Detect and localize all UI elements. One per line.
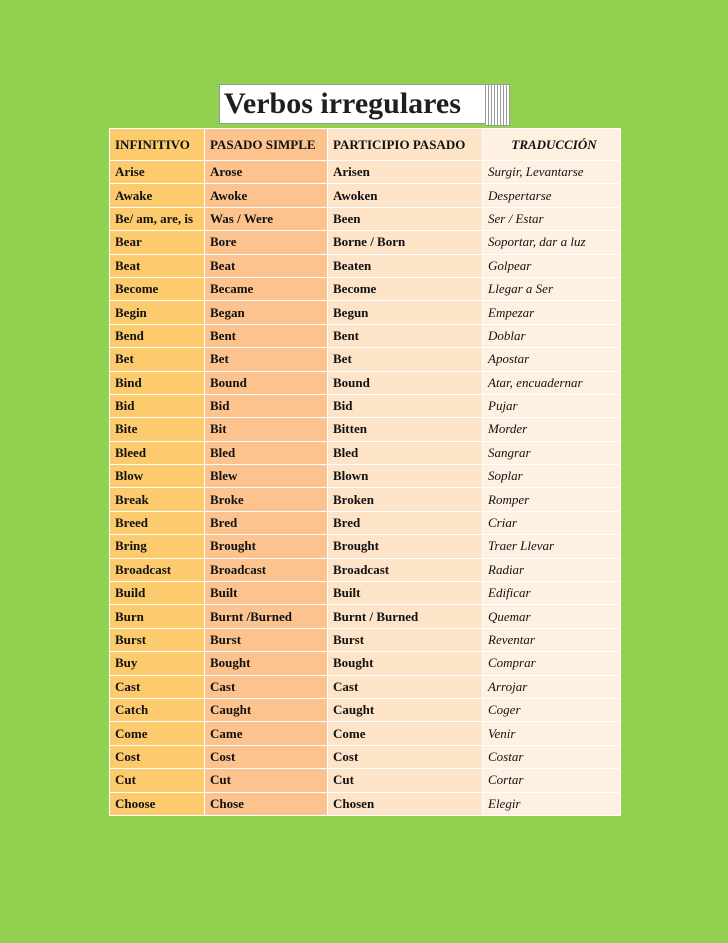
- cell-traduccion: Soplar: [483, 465, 621, 488]
- cell-participio-pasado: Bled: [328, 441, 483, 464]
- cell-participio-pasado: Been: [328, 207, 483, 230]
- table-row: [110, 628, 621, 651]
- cell-pasado-simple: Arose: [205, 161, 328, 184]
- cell-participio-pasado: Brought: [328, 535, 483, 558]
- cell-pasado-simple: Was / Were: [205, 207, 328, 230]
- cell-pasado-simple: Bid: [205, 394, 328, 417]
- cell-participio-pasado: Beaten: [328, 254, 483, 277]
- table-row: [110, 277, 621, 300]
- cell-participio-pasado: Built: [328, 582, 483, 605]
- table-row: [110, 652, 621, 675]
- cell-infinitivo: Buy: [110, 652, 205, 675]
- cell-traduccion: Surgir, Levantarse: [483, 161, 621, 184]
- cell-infinitivo: Blow: [110, 465, 205, 488]
- cell-traduccion: Empezar: [483, 301, 621, 324]
- cell-infinitivo: Break: [110, 488, 205, 511]
- cell-infinitivo: Bear: [110, 231, 205, 254]
- cell-pasado-simple: Bred: [205, 511, 328, 534]
- cell-participio-pasado: Caught: [328, 698, 483, 721]
- cell-participio-pasado: Broadcast: [328, 558, 483, 581]
- cell-infinitivo: Burst: [110, 628, 205, 651]
- cell-pasado-simple: Began: [205, 301, 328, 324]
- title-decoration: [486, 84, 510, 126]
- cell-pasado-simple: Caught: [205, 698, 328, 721]
- cell-infinitivo: Catch: [110, 698, 205, 721]
- cell-pasado-simple: Bore: [205, 231, 328, 254]
- table-row: [110, 184, 621, 207]
- cell-infinitivo: Bleed: [110, 441, 205, 464]
- cell-traduccion: Apostar: [483, 348, 621, 371]
- cell-traduccion: Golpear: [483, 254, 621, 277]
- cell-pasado-simple: Bet: [205, 348, 328, 371]
- table-row: [110, 324, 621, 347]
- cell-infinitivo: Bite: [110, 418, 205, 441]
- page-title: Verbos irregulares: [224, 87, 461, 120]
- cell-participio-pasado: Cast: [328, 675, 483, 698]
- cell-pasado-simple: Cast: [205, 675, 328, 698]
- table-row: [110, 161, 621, 184]
- table-row: [110, 535, 621, 558]
- cell-traduccion: Quemar: [483, 605, 621, 628]
- cell-participio-pasado: Bought: [328, 652, 483, 675]
- cell-pasado-simple: Bled: [205, 441, 328, 464]
- table-row: [110, 745, 621, 768]
- cell-infinitivo: Cost: [110, 745, 205, 768]
- header-row: [110, 129, 621, 161]
- table-row: [110, 792, 621, 815]
- cell-traduccion: Atar, encuadernar: [483, 371, 621, 394]
- cell-infinitivo: Become: [110, 277, 205, 300]
- cell-infinitivo: Be/ am, are, is: [110, 207, 205, 230]
- cell-pasado-simple: Awoke: [205, 184, 328, 207]
- cell-infinitivo: Broadcast: [110, 558, 205, 581]
- cell-pasado-simple: Came: [205, 722, 328, 745]
- cell-participio-pasado: Cost: [328, 745, 483, 768]
- table-row: [110, 605, 621, 628]
- cell-infinitivo: Come: [110, 722, 205, 745]
- cell-pasado-simple: Blew: [205, 465, 328, 488]
- cell-traduccion: Soportar, dar a luz: [483, 231, 621, 254]
- cell-participio-pasado: Awoken: [328, 184, 483, 207]
- cell-traduccion: Elegir: [483, 792, 621, 815]
- cell-traduccion: Pujar: [483, 394, 621, 417]
- cell-pasado-simple: Broke: [205, 488, 328, 511]
- cell-pasado-simple: Beat: [205, 254, 328, 277]
- cell-traduccion: Cortar: [483, 769, 621, 792]
- cell-pasado-simple: Cut: [205, 769, 328, 792]
- cell-traduccion: Costar: [483, 745, 621, 768]
- cell-participio-pasado: Bid: [328, 394, 483, 417]
- cell-pasado-simple: Bought: [205, 652, 328, 675]
- table-row: [110, 675, 621, 698]
- cell-pasado-simple: Built: [205, 582, 328, 605]
- table-row: [110, 769, 621, 792]
- cell-traduccion: Morder: [483, 418, 621, 441]
- cell-traduccion: Arrojar: [483, 675, 621, 698]
- cell-traduccion: Ser / Estar: [483, 207, 621, 230]
- cell-pasado-simple: Broadcast: [205, 558, 328, 581]
- cell-participio-pasado: Begun: [328, 301, 483, 324]
- cell-traduccion: Llegar a Ser: [483, 277, 621, 300]
- cell-traduccion: Traer Llevar: [483, 535, 621, 558]
- cell-participio-pasado: Blown: [328, 465, 483, 488]
- cell-participio-pasado: Bet: [328, 348, 483, 371]
- cell-infinitivo: Breed: [110, 511, 205, 534]
- table-header: [110, 129, 621, 161]
- cell-infinitivo: Cut: [110, 769, 205, 792]
- cell-infinitivo: Bet: [110, 348, 205, 371]
- header-pasado-simple: PASADO SIMPLE: [205, 129, 328, 161]
- cell-traduccion: Romper: [483, 488, 621, 511]
- header-traduccion: TRADUCCIÓN: [483, 129, 621, 161]
- cell-traduccion: Edificar: [483, 582, 621, 605]
- cell-pasado-simple: Cost: [205, 745, 328, 768]
- cell-pasado-simple: Bit: [205, 418, 328, 441]
- cell-participio-pasado: Cut: [328, 769, 483, 792]
- cell-traduccion: Reventar: [483, 628, 621, 651]
- cell-infinitivo: Cast: [110, 675, 205, 698]
- table-row: [110, 207, 621, 230]
- cell-infinitivo: Arise: [110, 161, 205, 184]
- cell-traduccion: Comprar: [483, 652, 621, 675]
- cell-participio-pasado: Chosen: [328, 792, 483, 815]
- irregular-verbs-table: [109, 128, 621, 816]
- cell-infinitivo: Build: [110, 582, 205, 605]
- header-participio-pasado: PARTICIPIO PASADO: [328, 129, 483, 161]
- table-row: [110, 348, 621, 371]
- cell-participio-pasado: Bitten: [328, 418, 483, 441]
- cell-pasado-simple: Brought: [205, 535, 328, 558]
- cell-traduccion: Doblar: [483, 324, 621, 347]
- cell-participio-pasado: Become: [328, 277, 483, 300]
- table-row: [110, 465, 621, 488]
- cell-infinitivo: Choose: [110, 792, 205, 815]
- cell-infinitivo: Bid: [110, 394, 205, 417]
- cell-participio-pasado: Come: [328, 722, 483, 745]
- cell-participio-pasado: Broken: [328, 488, 483, 511]
- cell-infinitivo: Bind: [110, 371, 205, 394]
- table-row: [110, 394, 621, 417]
- cell-infinitivo: Bend: [110, 324, 205, 347]
- header-infinitivo: INFINITIVO: [110, 129, 205, 161]
- cell-pasado-simple: Became: [205, 277, 328, 300]
- cell-infinitivo: Beat: [110, 254, 205, 277]
- table-row: [110, 511, 621, 534]
- cell-traduccion: Coger: [483, 698, 621, 721]
- cell-participio-pasado: Borne / Born: [328, 231, 483, 254]
- cell-participio-pasado: Bound: [328, 371, 483, 394]
- table-row: [110, 231, 621, 254]
- cell-participio-pasado: Bred: [328, 511, 483, 534]
- cell-traduccion: Sangrar: [483, 441, 621, 464]
- cell-participio-pasado: Arisen: [328, 161, 483, 184]
- cell-infinitivo: Burn: [110, 605, 205, 628]
- cell-infinitivo: Bring: [110, 535, 205, 558]
- cell-pasado-simple: Burst: [205, 628, 328, 651]
- table-row: [110, 558, 621, 581]
- cell-traduccion: Radiar: [483, 558, 621, 581]
- cell-infinitivo: Begin: [110, 301, 205, 324]
- table-body: [110, 161, 621, 816]
- table-row: [110, 722, 621, 745]
- cell-traduccion: Venir: [483, 722, 621, 745]
- cell-traduccion: Criar: [483, 511, 621, 534]
- table-row: [110, 488, 621, 511]
- cell-participio-pasado: Burnt / Burned: [328, 605, 483, 628]
- table-row: [110, 371, 621, 394]
- cell-traduccion: Despertarse: [483, 184, 621, 207]
- table-row: [110, 301, 621, 324]
- table-row: [110, 441, 621, 464]
- cell-infinitivo: Awake: [110, 184, 205, 207]
- cell-pasado-simple: Bent: [205, 324, 328, 347]
- cell-pasado-simple: Burnt /Burned: [205, 605, 328, 628]
- cell-pasado-simple: Chose: [205, 792, 328, 815]
- table-row: [110, 582, 621, 605]
- cell-pasado-simple: Bound: [205, 371, 328, 394]
- table-row: [110, 698, 621, 721]
- table-row: [110, 418, 621, 441]
- cell-participio-pasado: Burst: [328, 628, 483, 651]
- cell-participio-pasado: Bent: [328, 324, 483, 347]
- table-row: [110, 254, 621, 277]
- page-title-box: [219, 84, 486, 124]
